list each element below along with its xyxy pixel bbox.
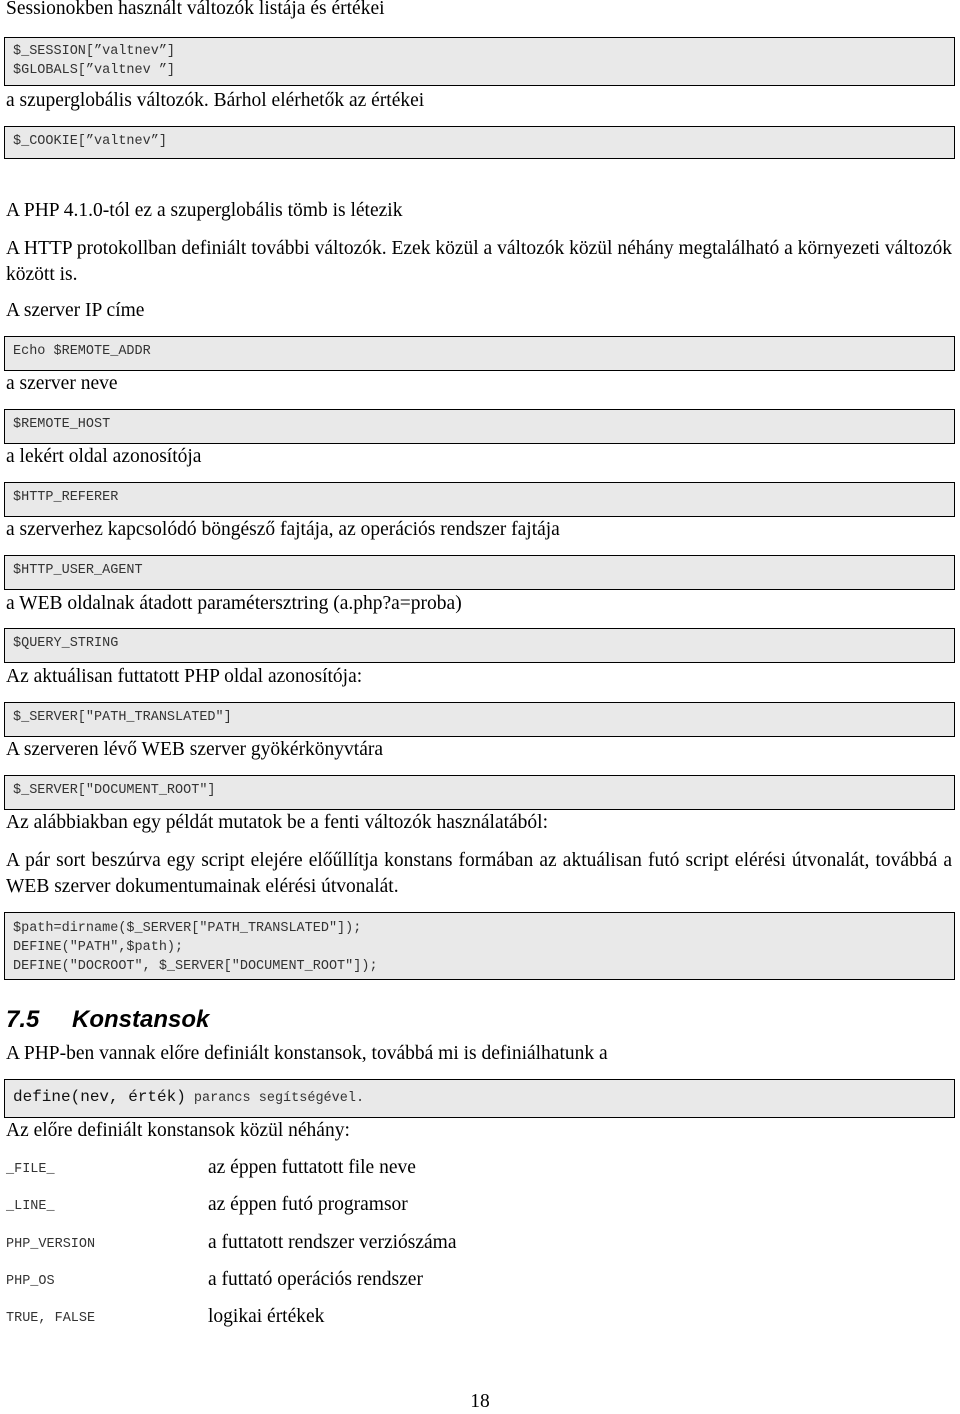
- constant-description: az éppen futtatott file neve: [208, 1157, 416, 1178]
- code-block: [4, 628, 955, 663]
- code-line: $_SESSION[”valtnev”]: [13, 44, 176, 59]
- paragraph: A HTTP protokollban definiált további változók. Ezek közül a változók közül néhány megtalálható a környezeti változók között is.: [6, 238, 952, 285]
- page-number: 18: [470, 1391, 490, 1412]
- code-block: [4, 37, 955, 86]
- paragraph: A pár sort beszúrva egy script elejére előűllítja konstans formában az aktuálisan futó script elérési útvonalát, továbbá a WEB szerver dokumentumainak elérési útvonalát.: [6, 850, 952, 897]
- code-block: [4, 1079, 955, 1118]
- code-line: $_COOKIE[”valtnev”]: [13, 134, 167, 149]
- constant-name: _FILE_: [6, 1162, 55, 1177]
- constant-description: az éppen futó programsor: [208, 1194, 408, 1215]
- code-line-tail: parancs segítségével.: [185, 1091, 365, 1106]
- code-line: define(nev, érték): [13, 1088, 186, 1106]
- paragraph: A PHP 4.1.0-tól ez a szuperglobális tömb is létezik: [6, 200, 403, 221]
- constant-name: TRUE, FALSE: [6, 1311, 96, 1326]
- code-line: $path=dirname($_SERVER["PATH_TRANSLATED"]);: [13, 921, 362, 936]
- paragraph: A szerveren lévő WEB szerver gyökérkönyvtára: [6, 739, 384, 760]
- code-line: $GLOBALS[”valtnev ”]: [13, 63, 176, 78]
- code-line: $QUERY_STRING: [13, 636, 119, 651]
- code-block: [4, 336, 955, 371]
- section-number: 7.5: [6, 1006, 40, 1033]
- section-title: Konstansok: [72, 1006, 210, 1033]
- code-block: [4, 702, 955, 737]
- code-line: DEFINE("PATH",$path);: [13, 940, 184, 955]
- paragraph: Sessionokben használt változók listája és értékei: [6, 0, 385, 19]
- code-block: [4, 912, 955, 980]
- code-line: $_SERVER["DOCUMENT_ROOT"]: [13, 783, 216, 798]
- paragraph: a lekért oldal azonosítója: [6, 446, 202, 467]
- paragraph: A szerver IP címe: [6, 300, 145, 321]
- code-block: [4, 409, 955, 444]
- constant-name: _LINE_: [6, 1199, 55, 1214]
- constant-description: a futtató operációs rendszer: [208, 1269, 423, 1290]
- code-line: $REMOTE_HOST: [13, 417, 111, 432]
- paragraph: Az alábbiakban egy példát mutatok be a fenti változók használatából:: [6, 812, 549, 833]
- code-line: $HTTP_REFERER: [13, 490, 119, 505]
- code-block: [4, 126, 955, 159]
- paragraph: a WEB oldalnak átadott paramétersztring (a.php?a=proba): [6, 593, 462, 614]
- code-line: DEFINE("DOCROOT", $_SERVER["DOCUMENT_ROOT"]);: [13, 959, 378, 974]
- code-line: $_SERVER["PATH_TRANSLATED"]: [13, 710, 232, 725]
- constant-name: PHP_VERSION: [6, 1237, 96, 1252]
- paragraph: a szerver neve: [6, 373, 118, 394]
- constant-description: logikai értékek: [208, 1306, 325, 1327]
- constant-description: a futtatott rendszer verziószáma: [208, 1232, 457, 1253]
- code-block: [4, 482, 955, 517]
- code-line: Echo $REMOTE_ADDR: [13, 344, 151, 359]
- paragraph: a szerverhez kapcsolódó böngésző fajtája, az operációs rendszer fajtája: [6, 519, 560, 540]
- paragraph: a szuperglobális változók. Bárhol elérhetők az értékei: [6, 90, 425, 111]
- paragraph: Az előre definiált konstansok közül néhány:: [6, 1120, 350, 1141]
- paragraph: A PHP-ben vannak előre definiált konstansok, továbbá mi is definiálhatunk a: [6, 1043, 608, 1064]
- code-block: [4, 775, 955, 810]
- code-block: [4, 555, 955, 590]
- section-heading: [6, 1005, 209, 1035]
- code-line: $HTTP_USER_AGENT: [13, 563, 143, 578]
- constant-name: PHP_OS: [6, 1274, 55, 1289]
- paragraph: Az aktuálisan futtatott PHP oldal azonosítója:: [6, 666, 363, 687]
